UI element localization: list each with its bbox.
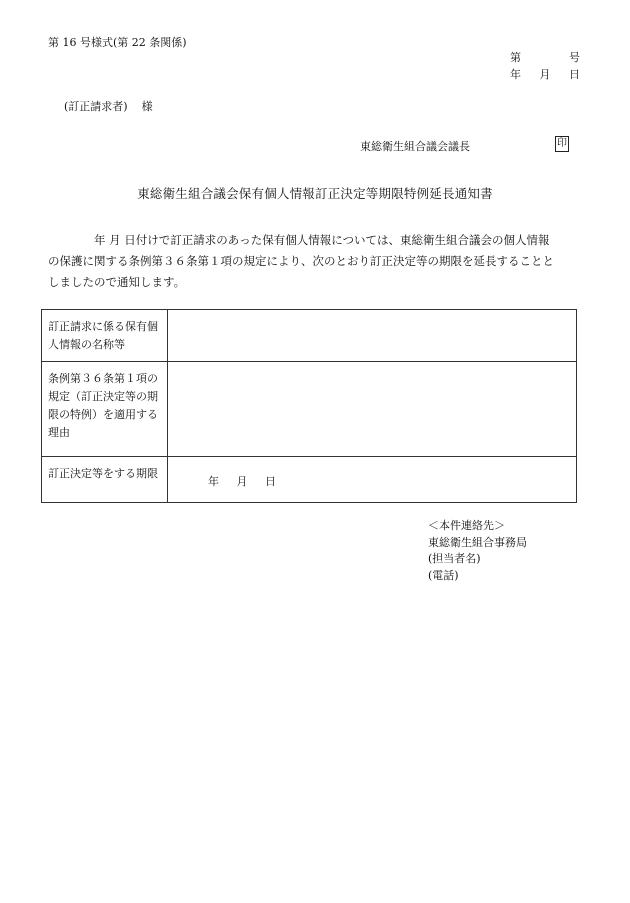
- addressee-honorific: 様: [141, 100, 153, 113]
- body-line: 年 月 日付けで訂正請求のあった保有個人情報については、東総衛生組合議会の個人情報: [94, 233, 550, 247]
- addressee: [64, 98, 153, 114]
- contact-person: (担当者名): [428, 552, 481, 565]
- contact-office: 東総衛生組合事務局: [428, 535, 527, 549]
- sender-name: 東総衛生組合議会議長: [360, 140, 470, 153]
- table-value-cell[interactable]: [168, 457, 577, 503]
- table-label-cell: 条例第３６条第１項の規定（訂正決定等の期限の特例）を適用する理由: [42, 362, 168, 457]
- table-label-cell: 訂正決定等をする期限: [42, 457, 168, 503]
- body-line: しましたので通知します。: [48, 275, 186, 289]
- document-date-day: 日: [569, 68, 580, 81]
- table-row: [42, 310, 577, 362]
- body-line: の保護に関する条例第３６条第１項の規定により、次のとおり訂正決定等の期限を延長することと: [48, 254, 554, 268]
- deadline-date: 年 月 日: [208, 475, 276, 488]
- document-date-row: [510, 66, 580, 83]
- contact-heading: ＜本件連絡先＞: [428, 519, 505, 532]
- document-number-prefix: 第: [510, 51, 521, 64]
- table-value-cell[interactable]: [168, 362, 577, 457]
- info-table: [41, 309, 577, 503]
- document-number-row: [510, 49, 580, 66]
- seal-mark: 印: [555, 136, 569, 152]
- document-date-year: 年: [510, 68, 521, 81]
- contact-block: [428, 518, 527, 584]
- document-date-month: 月: [539, 68, 551, 81]
- table-value-cell[interactable]: [168, 310, 577, 362]
- contact-phone: (電話): [428, 568, 459, 582]
- document-number-suffix: 号: [569, 51, 580, 64]
- document-number-block: [510, 49, 580, 83]
- table-row: [42, 457, 577, 503]
- form-number: 第 16 号様式(第 22 条関係): [48, 36, 187, 49]
- body-paragraph: [48, 230, 584, 293]
- document-title: 東総衛生組合議会保有個人情報訂正決定等期限特例延長通知書: [137, 186, 493, 201]
- table-row: [42, 362, 577, 457]
- addressee-name: (訂正請求者): [64, 100, 128, 113]
- table-label-cell: 訂正請求に係る保有個人情報の名称等: [42, 310, 168, 362]
